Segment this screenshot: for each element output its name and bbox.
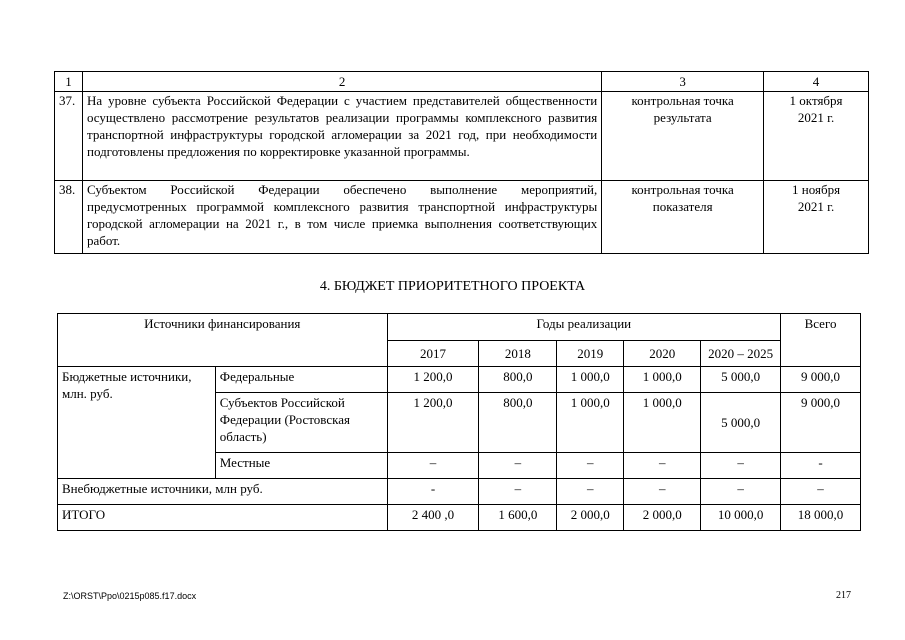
row-date	[764, 181, 869, 254]
row-date-line: 2021 г.	[797, 110, 835, 125]
year-cell: 2020	[624, 341, 701, 367]
header-cell: 3	[602, 72, 764, 92]
value-cell: 800,0	[479, 367, 557, 393]
row-date-line: 1 ноября	[792, 182, 841, 197]
section-title: 4. БЮДЖЕТ ПРИОРИТЕТНОГО ПРОЕКТА	[319, 279, 586, 294]
sources-header: Источники финансирования	[58, 314, 388, 367]
file-path: Z:\ORST\Ppo\0215p085.f17.docx	[63, 591, 197, 601]
value-cell: 2 000,0	[557, 505, 624, 531]
value-cell: 2 000,0	[624, 505, 701, 531]
value-cell: –	[701, 453, 781, 479]
row-description: Субъектом Российской Федерации обеспечено выполнение мероприятий, предусмотренных программой комплексного развития транспортной инфраструктуры городской агломерации на 2021 г., в том числе приемка выполнения соответствующих работ.	[82, 181, 601, 254]
row-date-line: 2021 г.	[797, 199, 835, 214]
budget-header-row	[58, 314, 861, 341]
header-cell: 1	[55, 72, 83, 92]
total-header: Всего	[781, 314, 861, 367]
row-type-line: контрольная точка	[631, 182, 734, 197]
total-label: ИТОГО	[58, 505, 388, 531]
row-date-line: 1 октября	[789, 93, 843, 108]
total-cell: 9 000,0	[781, 367, 861, 393]
row-type	[602, 92, 764, 181]
value-cell: –	[557, 453, 624, 479]
value-cell: 10 000,0	[701, 505, 781, 531]
table-row	[58, 479, 861, 505]
source-label-line: Федерации (Ростовская	[219, 412, 350, 427]
value-cell: –	[701, 479, 781, 505]
row-type-line: результата	[653, 110, 712, 125]
value-cell: –	[624, 479, 701, 505]
header-cell: 2	[82, 72, 601, 92]
milestones-table	[54, 71, 869, 254]
year-cell: 2020 – 2025	[701, 341, 781, 367]
total-cell: -	[781, 453, 861, 479]
budget-sources-label	[58, 367, 216, 479]
value-cell: 1 000,0	[624, 367, 701, 393]
header-cell: 4	[764, 72, 869, 92]
year-cell: 2018	[479, 341, 557, 367]
value-cell: –	[479, 453, 557, 479]
source-label-line: Субъектов Российской	[219, 395, 345, 410]
year-cell: 2019	[557, 341, 624, 367]
page-number: 217	[836, 590, 851, 601]
value-cell: 1 200,0	[387, 367, 479, 393]
value-cell: 5 000,0	[701, 367, 781, 393]
value-cell: –	[624, 453, 701, 479]
row-date	[764, 92, 869, 181]
value-cell: 1 000,0	[557, 393, 624, 453]
value-cell: 1 000,0	[557, 367, 624, 393]
row-description: На уровне субъекта Российской Федерации с участием представителей общественности осуществлено рассмотрение результатов реализации программы комплексного развития транспортной инфраструктуры городской агломерации за 2021 год, при необходимости подготовлены предложения по корректировке указанной программы.	[82, 92, 601, 181]
source-label: Местные	[215, 453, 387, 479]
year-cell: 2017	[387, 341, 479, 367]
value-cell: -	[387, 479, 479, 505]
value-cell: –	[557, 479, 624, 505]
value-cell: 1 200,0	[387, 393, 479, 453]
years-header: Годы реализации	[387, 314, 780, 341]
value-cell: 1 000,0	[624, 393, 701, 453]
row-type	[602, 181, 764, 254]
total-cell: 9 000,0	[781, 393, 861, 453]
budget-sources-line: млн. руб.	[62, 386, 113, 401]
source-label-line: область)	[219, 429, 267, 444]
value-cell: 2 400 ,0	[387, 505, 479, 531]
row-type-line: показателя	[652, 199, 713, 214]
table-row	[58, 367, 861, 393]
total-cell: 18 000,0	[781, 505, 861, 531]
total-row	[58, 505, 861, 531]
source-label	[215, 393, 387, 453]
source-label: Федеральные	[215, 367, 387, 393]
value-cell: –	[479, 479, 557, 505]
row-type-line: контрольная точка	[631, 93, 734, 108]
row-number: 38.	[55, 181, 83, 254]
extrabudget-label: Внебюджетные источники, млн руб.	[58, 479, 388, 505]
budget-table	[57, 313, 861, 531]
value-cell: 800,0	[479, 393, 557, 453]
value-cell: –	[387, 453, 479, 479]
table-header-row	[55, 72, 869, 92]
value-cell: 5 000,0	[701, 393, 781, 453]
table-row	[55, 181, 869, 254]
value-cell: 1 600,0	[479, 505, 557, 531]
total-cell: –	[781, 479, 861, 505]
table-row	[55, 92, 869, 181]
budget-sources-line: Бюджетные источники,	[62, 369, 192, 384]
row-number: 37.	[55, 92, 83, 181]
